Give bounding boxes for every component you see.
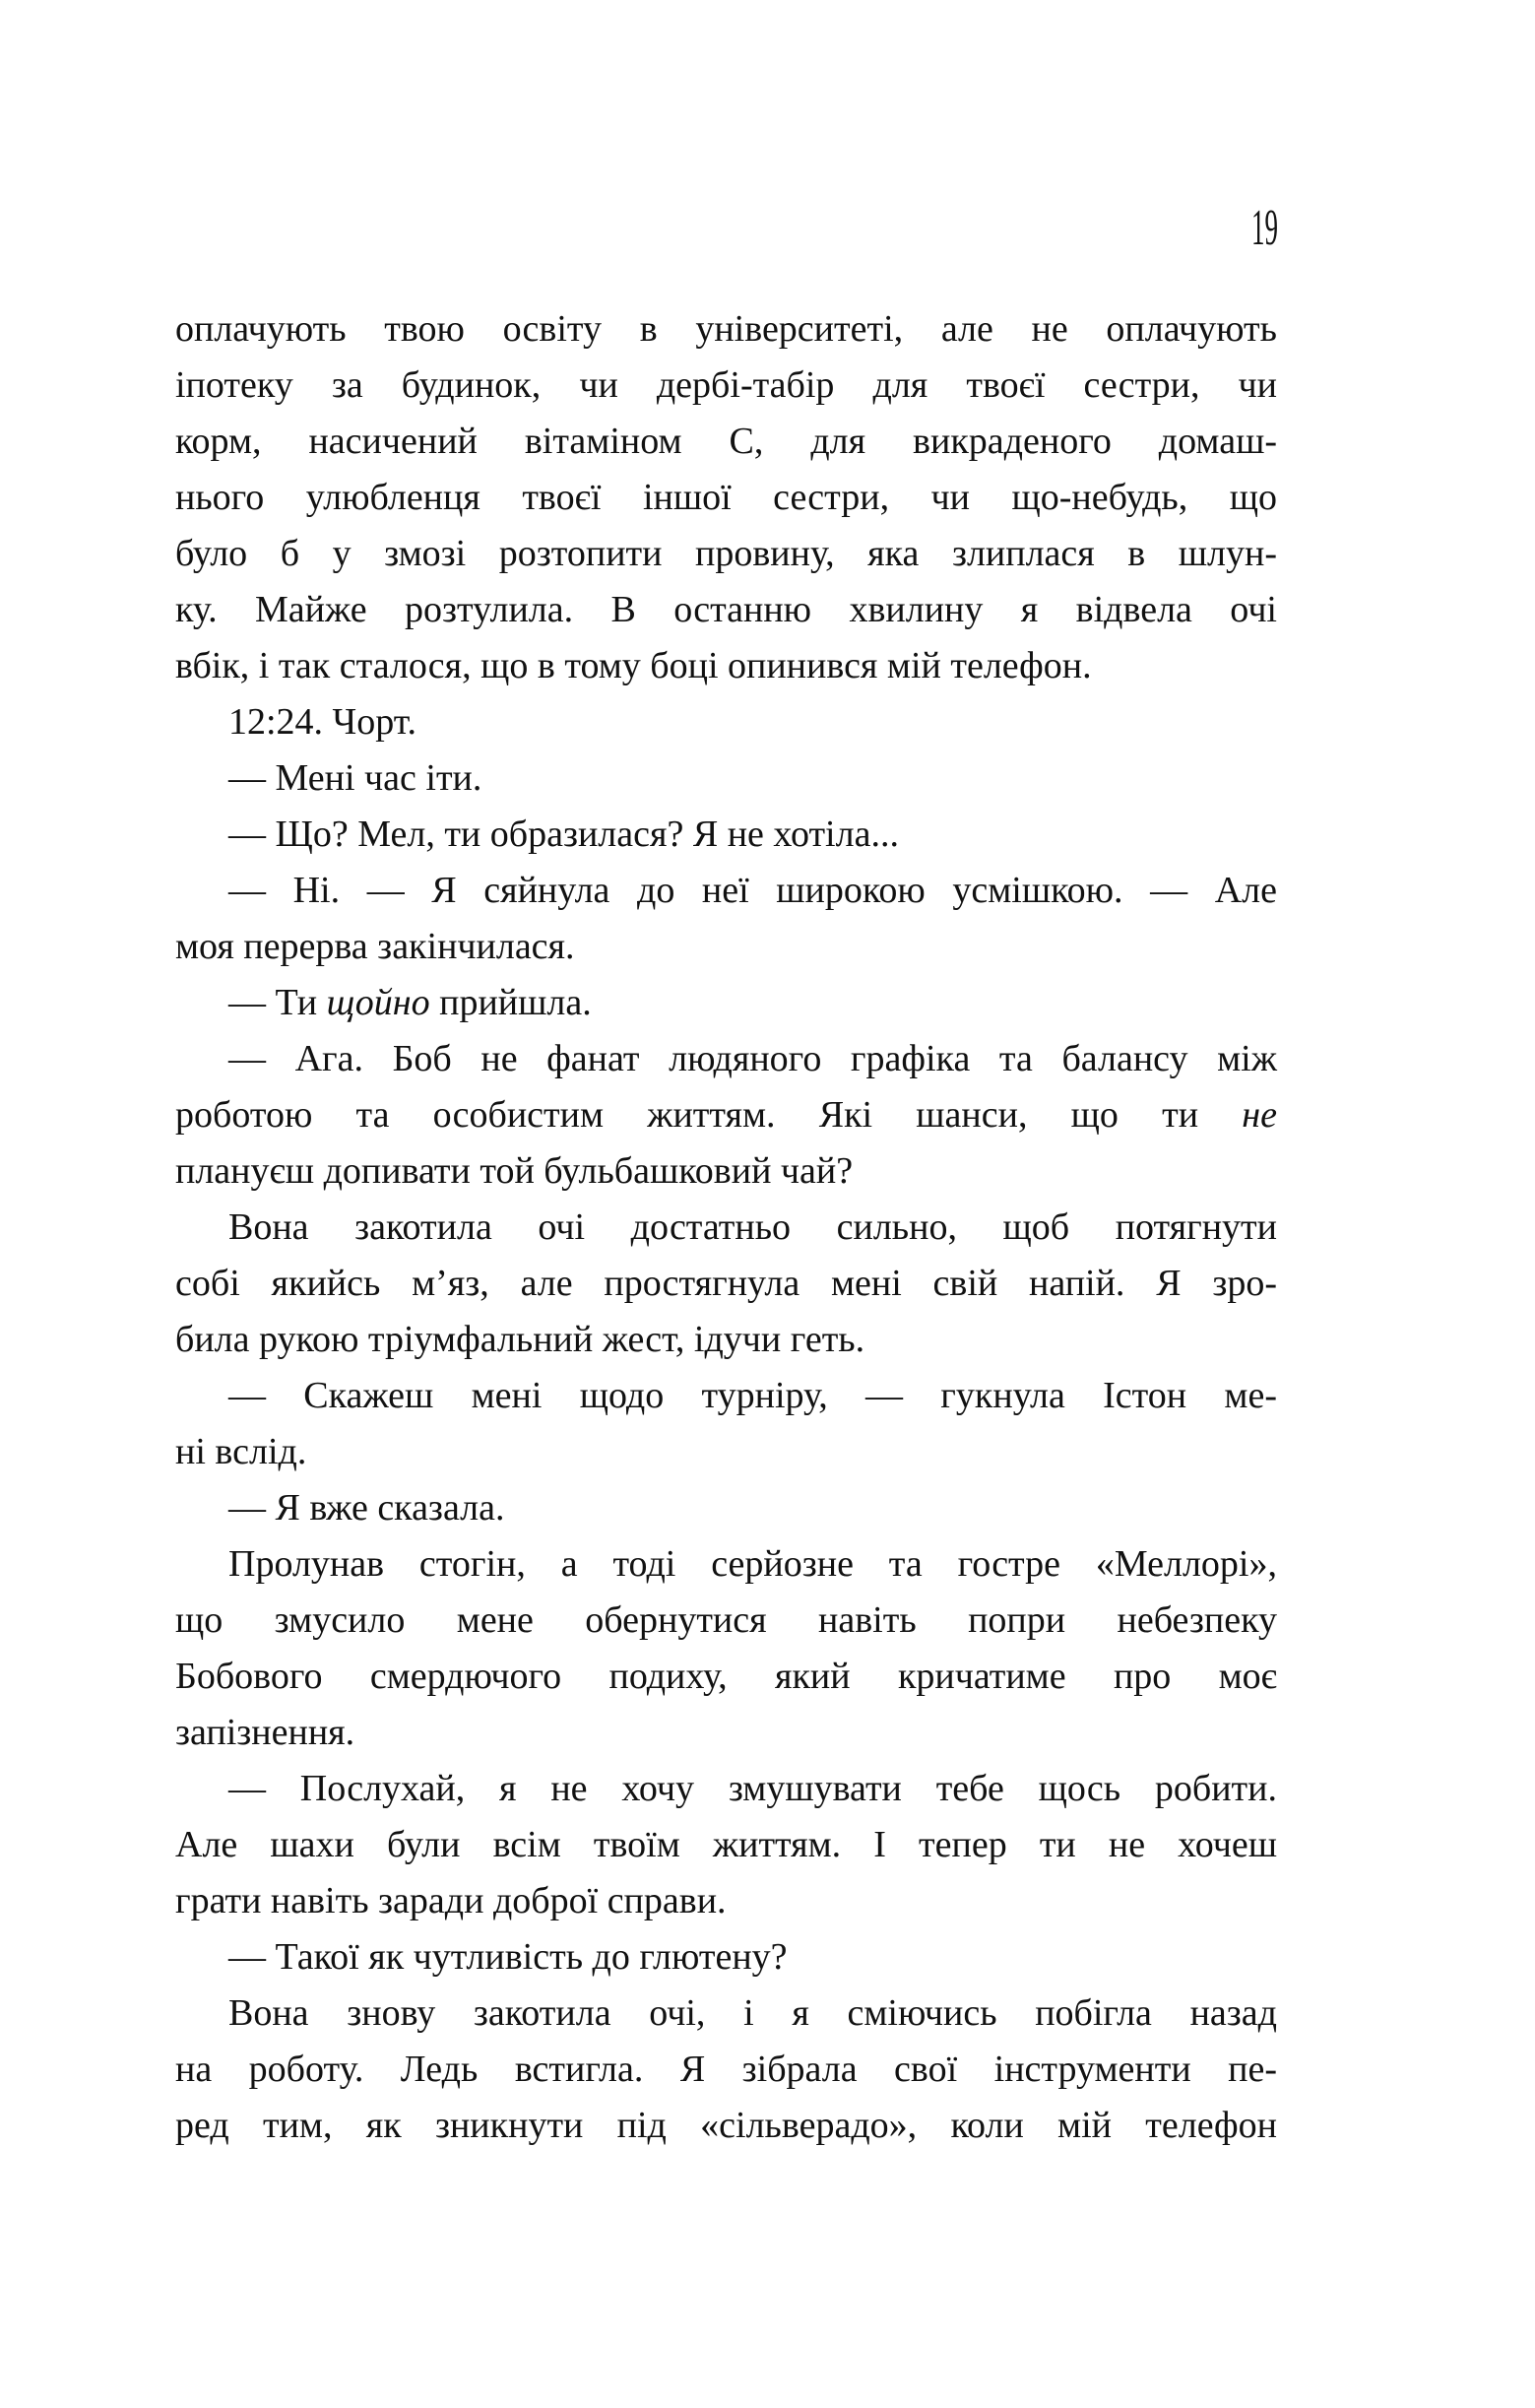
text-line: вбік, і так сталося, що в тому боці опинився мій телефон. (175, 645, 1092, 686)
text-line: іпотеку за будинок, чи дербі-табір для твоєї сестри, чи (175, 364, 1277, 406)
text-line: собі якийсь м’яз, але простягнула мені свій напій. Я зро- (175, 1263, 1277, 1304)
text-line: ні вслід. (175, 1431, 307, 1472)
text-line: Але шахи були всім твоїм життям. І тепер ти не хочеш (175, 1824, 1277, 1865)
text-line: Вона закотила очі достатньо сильно, щоб потягнути (228, 1206, 1277, 1248)
text-line: нього улюбленця твоєї іншої сестри, чи що-небудь, що (175, 477, 1277, 518)
page-number: 19 (1250, 200, 1278, 256)
text-line: — Скажеш мені щодо турніру, — гукнула Істон ме- (228, 1375, 1277, 1416)
text-segment-italic: щойно (326, 982, 430, 1023)
text-line: — Такої як чутливість до глютену? (228, 1936, 788, 1978)
text-segment: — Ти (228, 982, 327, 1023)
text-line: била рукою тріумфальний жест, ідучи геть. (175, 1319, 865, 1360)
text-line: — Послухай, я не хочу змушувати тебе щось робити. (228, 1768, 1277, 1809)
text-line: Вона знову закотила очі, і я сміючись побігла назад (228, 1992, 1277, 2034)
text-line: — Я вже сказала. (228, 1487, 505, 1529)
text-line: — Ага. Боб не фанат людяного графіка та балансу між (228, 1038, 1277, 1079)
text-line (175, 1087, 1277, 1143)
text-line: моя перерва закінчилася. (175, 926, 575, 967)
text-line: грати навіть заради доброї справи. (175, 1880, 727, 1921)
text-line: — Ні. — Я сяйнула до неї широкою усмішкою. — Але (228, 870, 1277, 911)
text-segment: прийшла. (429, 982, 592, 1023)
text-line: ку. Майже розтулила. В останню хвилину я відвела очі (175, 589, 1277, 630)
text-line: ред тим, як зникнути під «сільверадо», коли мій телефон (175, 2105, 1277, 2146)
text-line: було б у змозі розтопити провину, яка злиплася в шлун- (175, 533, 1277, 574)
text-line: оплачують твою освіту в університеті, але не оплачують (175, 308, 1277, 350)
text-line: на роботу. Ледь встигла. Я зібрала свої інструменти пе- (175, 2049, 1277, 2090)
text-line: — Мені час іти. (228, 757, 482, 799)
text-block (175, 301, 1277, 2154)
text-line: 12:24. Чорт. (228, 701, 417, 743)
text-line: що змусило мене обернутися навіть попри небезпеку (175, 1599, 1277, 1641)
text-line: плануєш допивати той бульбашковий чай? (175, 1150, 854, 1192)
text-line: — Що? Мел, ти образилася? Я не хотіла... (228, 814, 899, 855)
text-line: Пролунав стогін, а тоді серйозне та гостре «Меллорі», (228, 1543, 1277, 1585)
text-line: корм, насичений вітаміном С, для викраденого домаш- (175, 421, 1277, 462)
text-line: запізнення. (175, 1712, 355, 1753)
text-segment: роботою та особистим життям. Які шанси, що ти (175, 1094, 1243, 1136)
text-line (175, 975, 1277, 1031)
text-line: Бобового смердючого подиху, який кричатиме про моє (175, 1656, 1277, 1697)
text-segment-italic: не (1242, 1094, 1277, 1136)
